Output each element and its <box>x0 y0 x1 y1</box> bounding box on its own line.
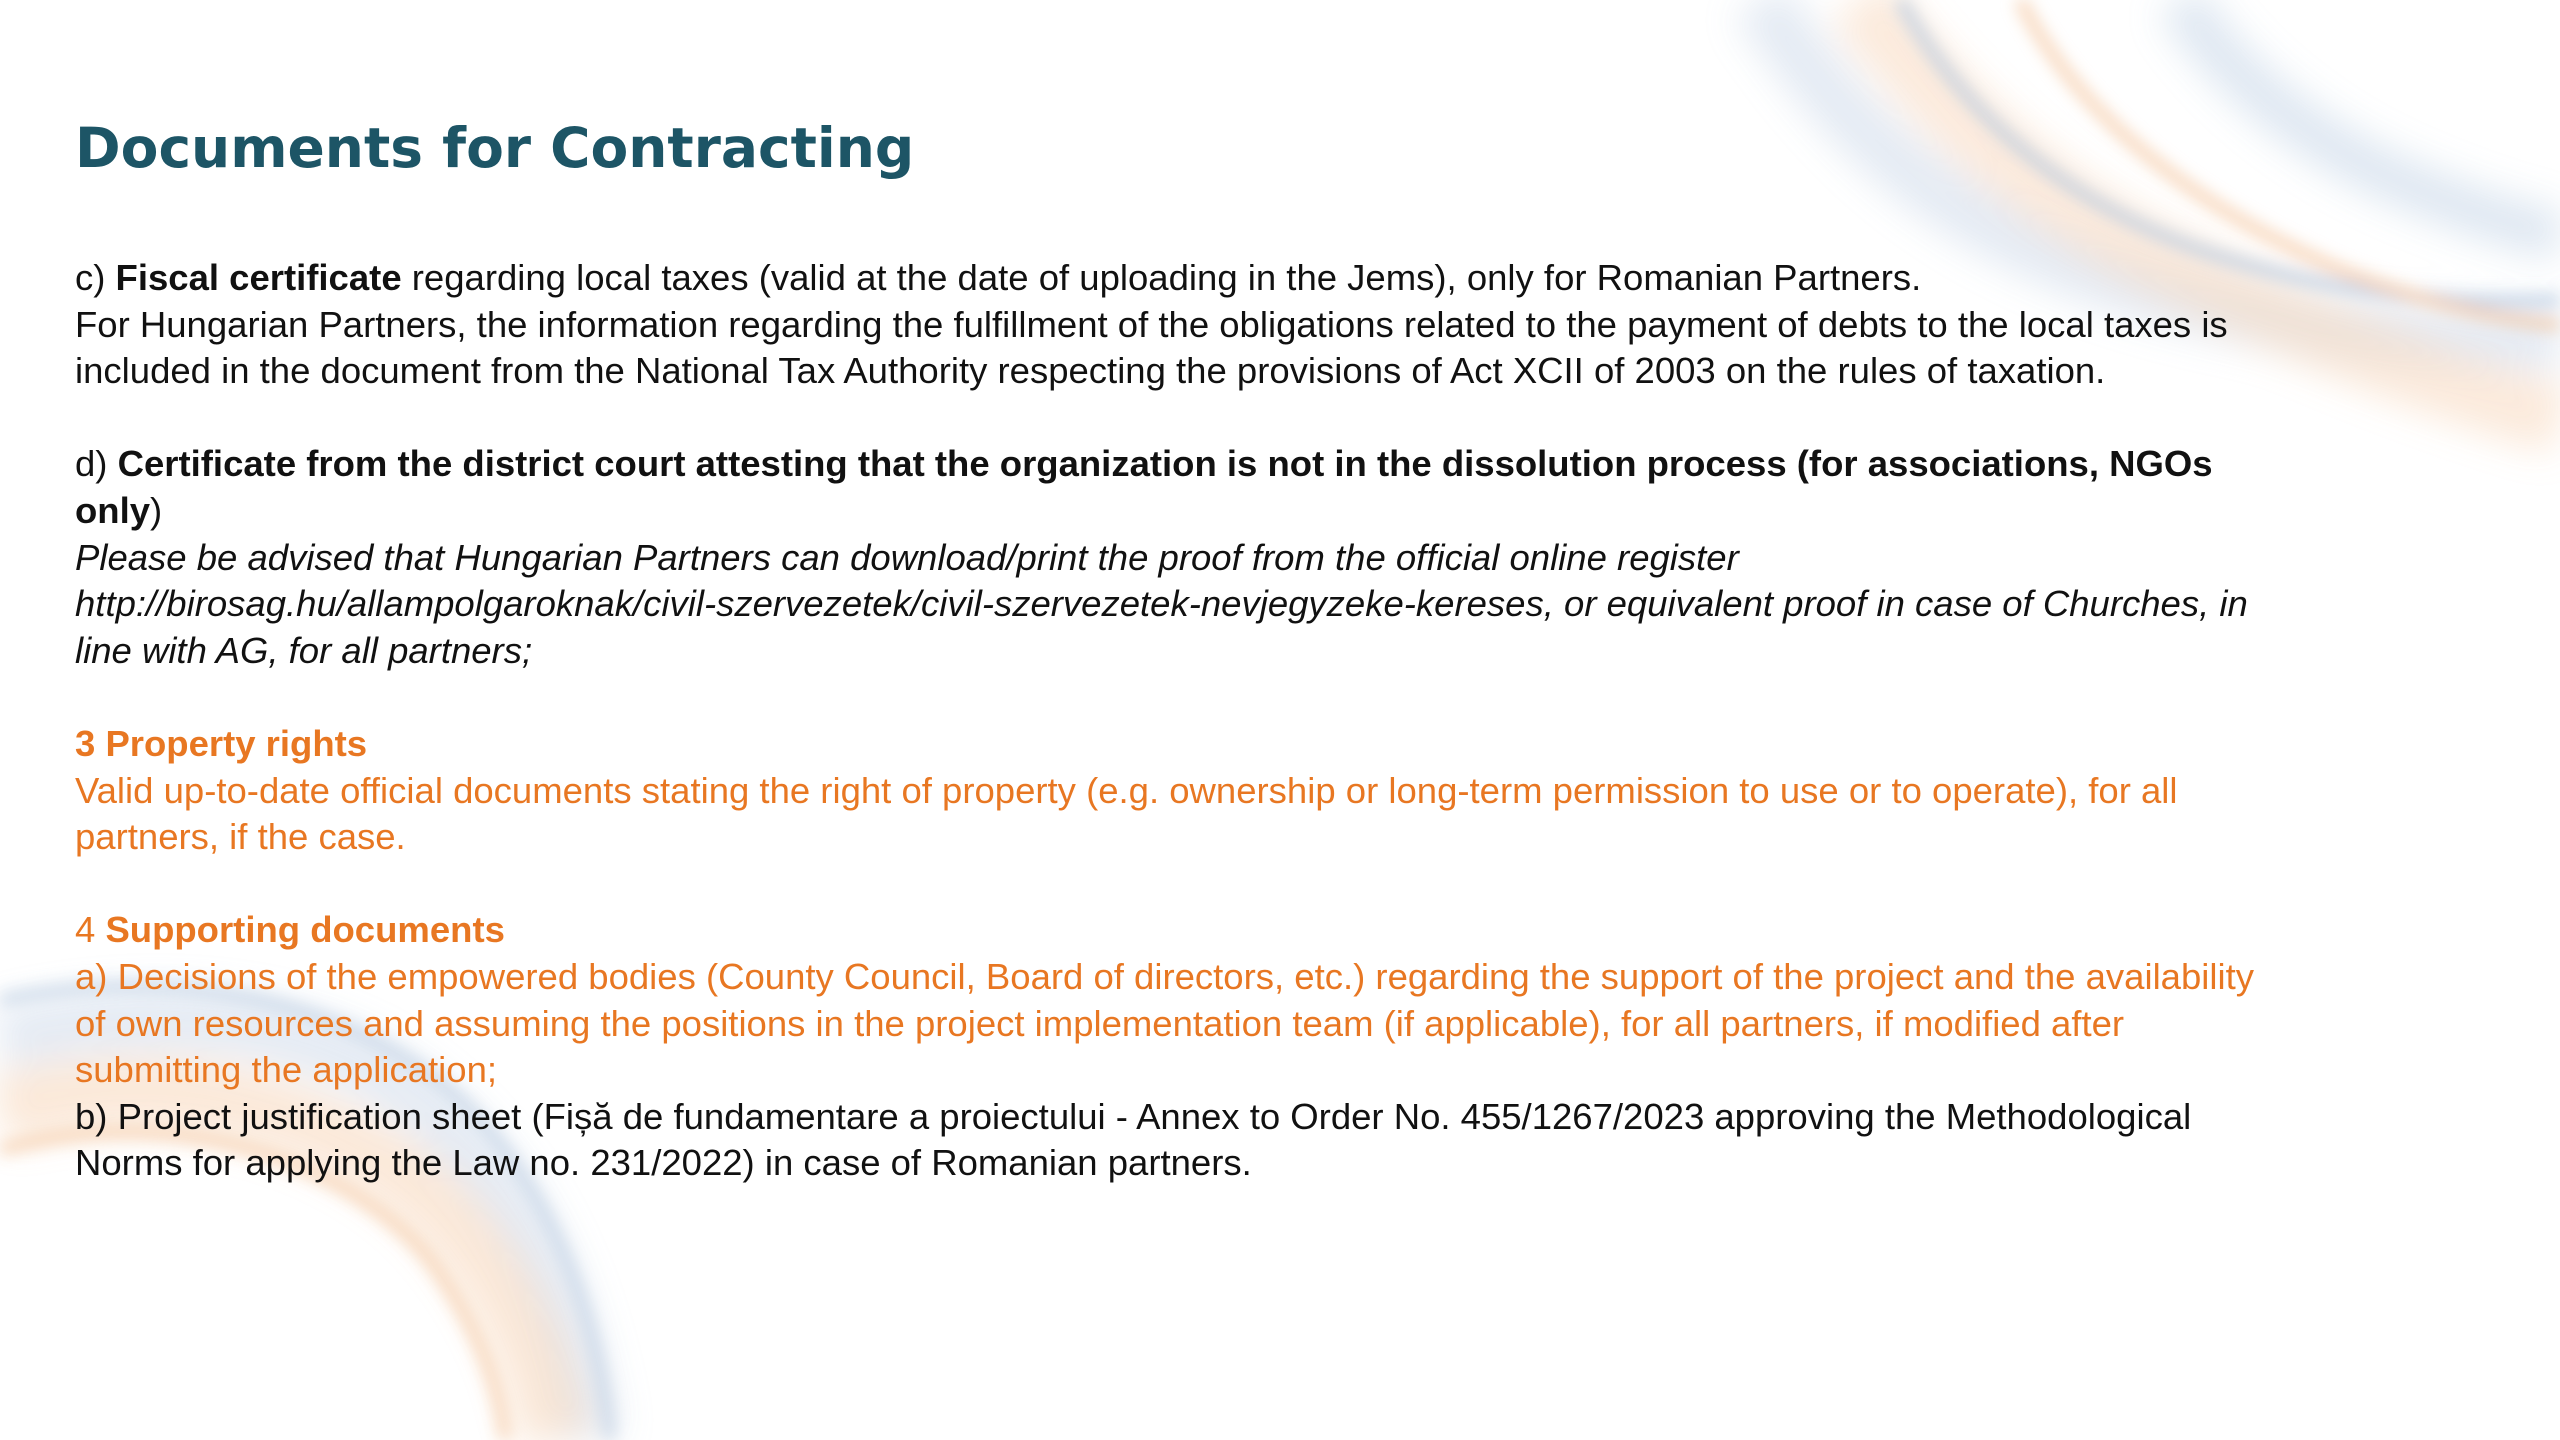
section-fiscal-certificate <box>75 255 2415 395</box>
paragraph-gap <box>75 395 2415 442</box>
section-heading <box>75 721 2415 768</box>
slide-body <box>75 255 2415 1187</box>
paragraph-line: of own resources and assuming the positions in the project implementation team (if applicable), for all partners, if modified after <box>75 1002 2125 1044</box>
item-prefix: c) <box>75 257 116 298</box>
section-number: 4 <box>75 909 106 951</box>
certificate-title: Certificate from the district court attesting that the organization is not in the dissolution process (for associations, NGOs <box>117 443 2213 485</box>
paragraph-line: submitting the application; <box>75 1049 498 1091</box>
fiscal-certificate-term: Fiscal certificate <box>115 257 402 298</box>
paragraph-line: a) Decisions of the empowered bodies (County Council, Board of directors, etc.) regarding the support of the project and the availability <box>75 955 2255 997</box>
supporting-documents-heading: Supporting documents <box>105 909 505 951</box>
property-rights-heading: 3 Property rights <box>75 722 368 764</box>
paragraph-line: Norms for applying the Law no. 231/2022) in case of Romanian partners. <box>75 1142 1252 1184</box>
register-url-line: http://birosag.hu/allampolgaroknak/civil-szervezetek/civil-szervezetek-nevjegyzeke-kereses, or equivalent proof in case of Churches, in <box>75 583 2248 625</box>
section-property-rights <box>75 721 2415 861</box>
section-heading <box>75 907 2415 954</box>
paragraph-line: Valid up-to-date official documents stating the right of property (e.g. ownership or long-term permission to use or to operate), for all <box>75 769 2178 811</box>
section-supporting-documents <box>75 907 2415 1187</box>
paragraph-line: line with AG, for all partners; <box>75 629 533 671</box>
certificate-title-end: only <box>75 489 151 531</box>
paragraph-line: Please be advised that Hungarian Partners can download/print the proof from the official online register <box>75 536 1739 578</box>
section-district-court-certificate <box>75 441 2415 674</box>
item-prefix: d) <box>75 443 118 485</box>
paragraph-line: For Hungarian Partners, the information regarding the fulfillment of the obligations related to the payment of debts to the local taxes is <box>75 303 2228 345</box>
paragraph-line: partners, if the case. <box>75 816 406 858</box>
paragraph-text: regarding local taxes (valid at the date of uploading in the Jems), only for Romanian Partners. <box>401 257 1922 298</box>
slide-title: Documents for Contracting <box>75 116 915 180</box>
paragraph-line <box>75 255 2415 302</box>
paragraph-line <box>75 441 2415 488</box>
paragraph-gap <box>75 861 2415 908</box>
closing-paren: ) <box>150 489 163 531</box>
paragraph-line: b) Project justification sheet (Fișă de fundamentare a proiectului - Annex to Order No. 455/1267/2023 approving the Methodological <box>75 1095 2192 1137</box>
paragraph-line <box>75 488 2415 535</box>
paragraph-line: included in the document from the National Tax Authority respecting the provisions of Act XCII of 2003 on the rules of taxation. <box>75 350 2106 392</box>
paragraph-gap <box>75 674 2415 721</box>
